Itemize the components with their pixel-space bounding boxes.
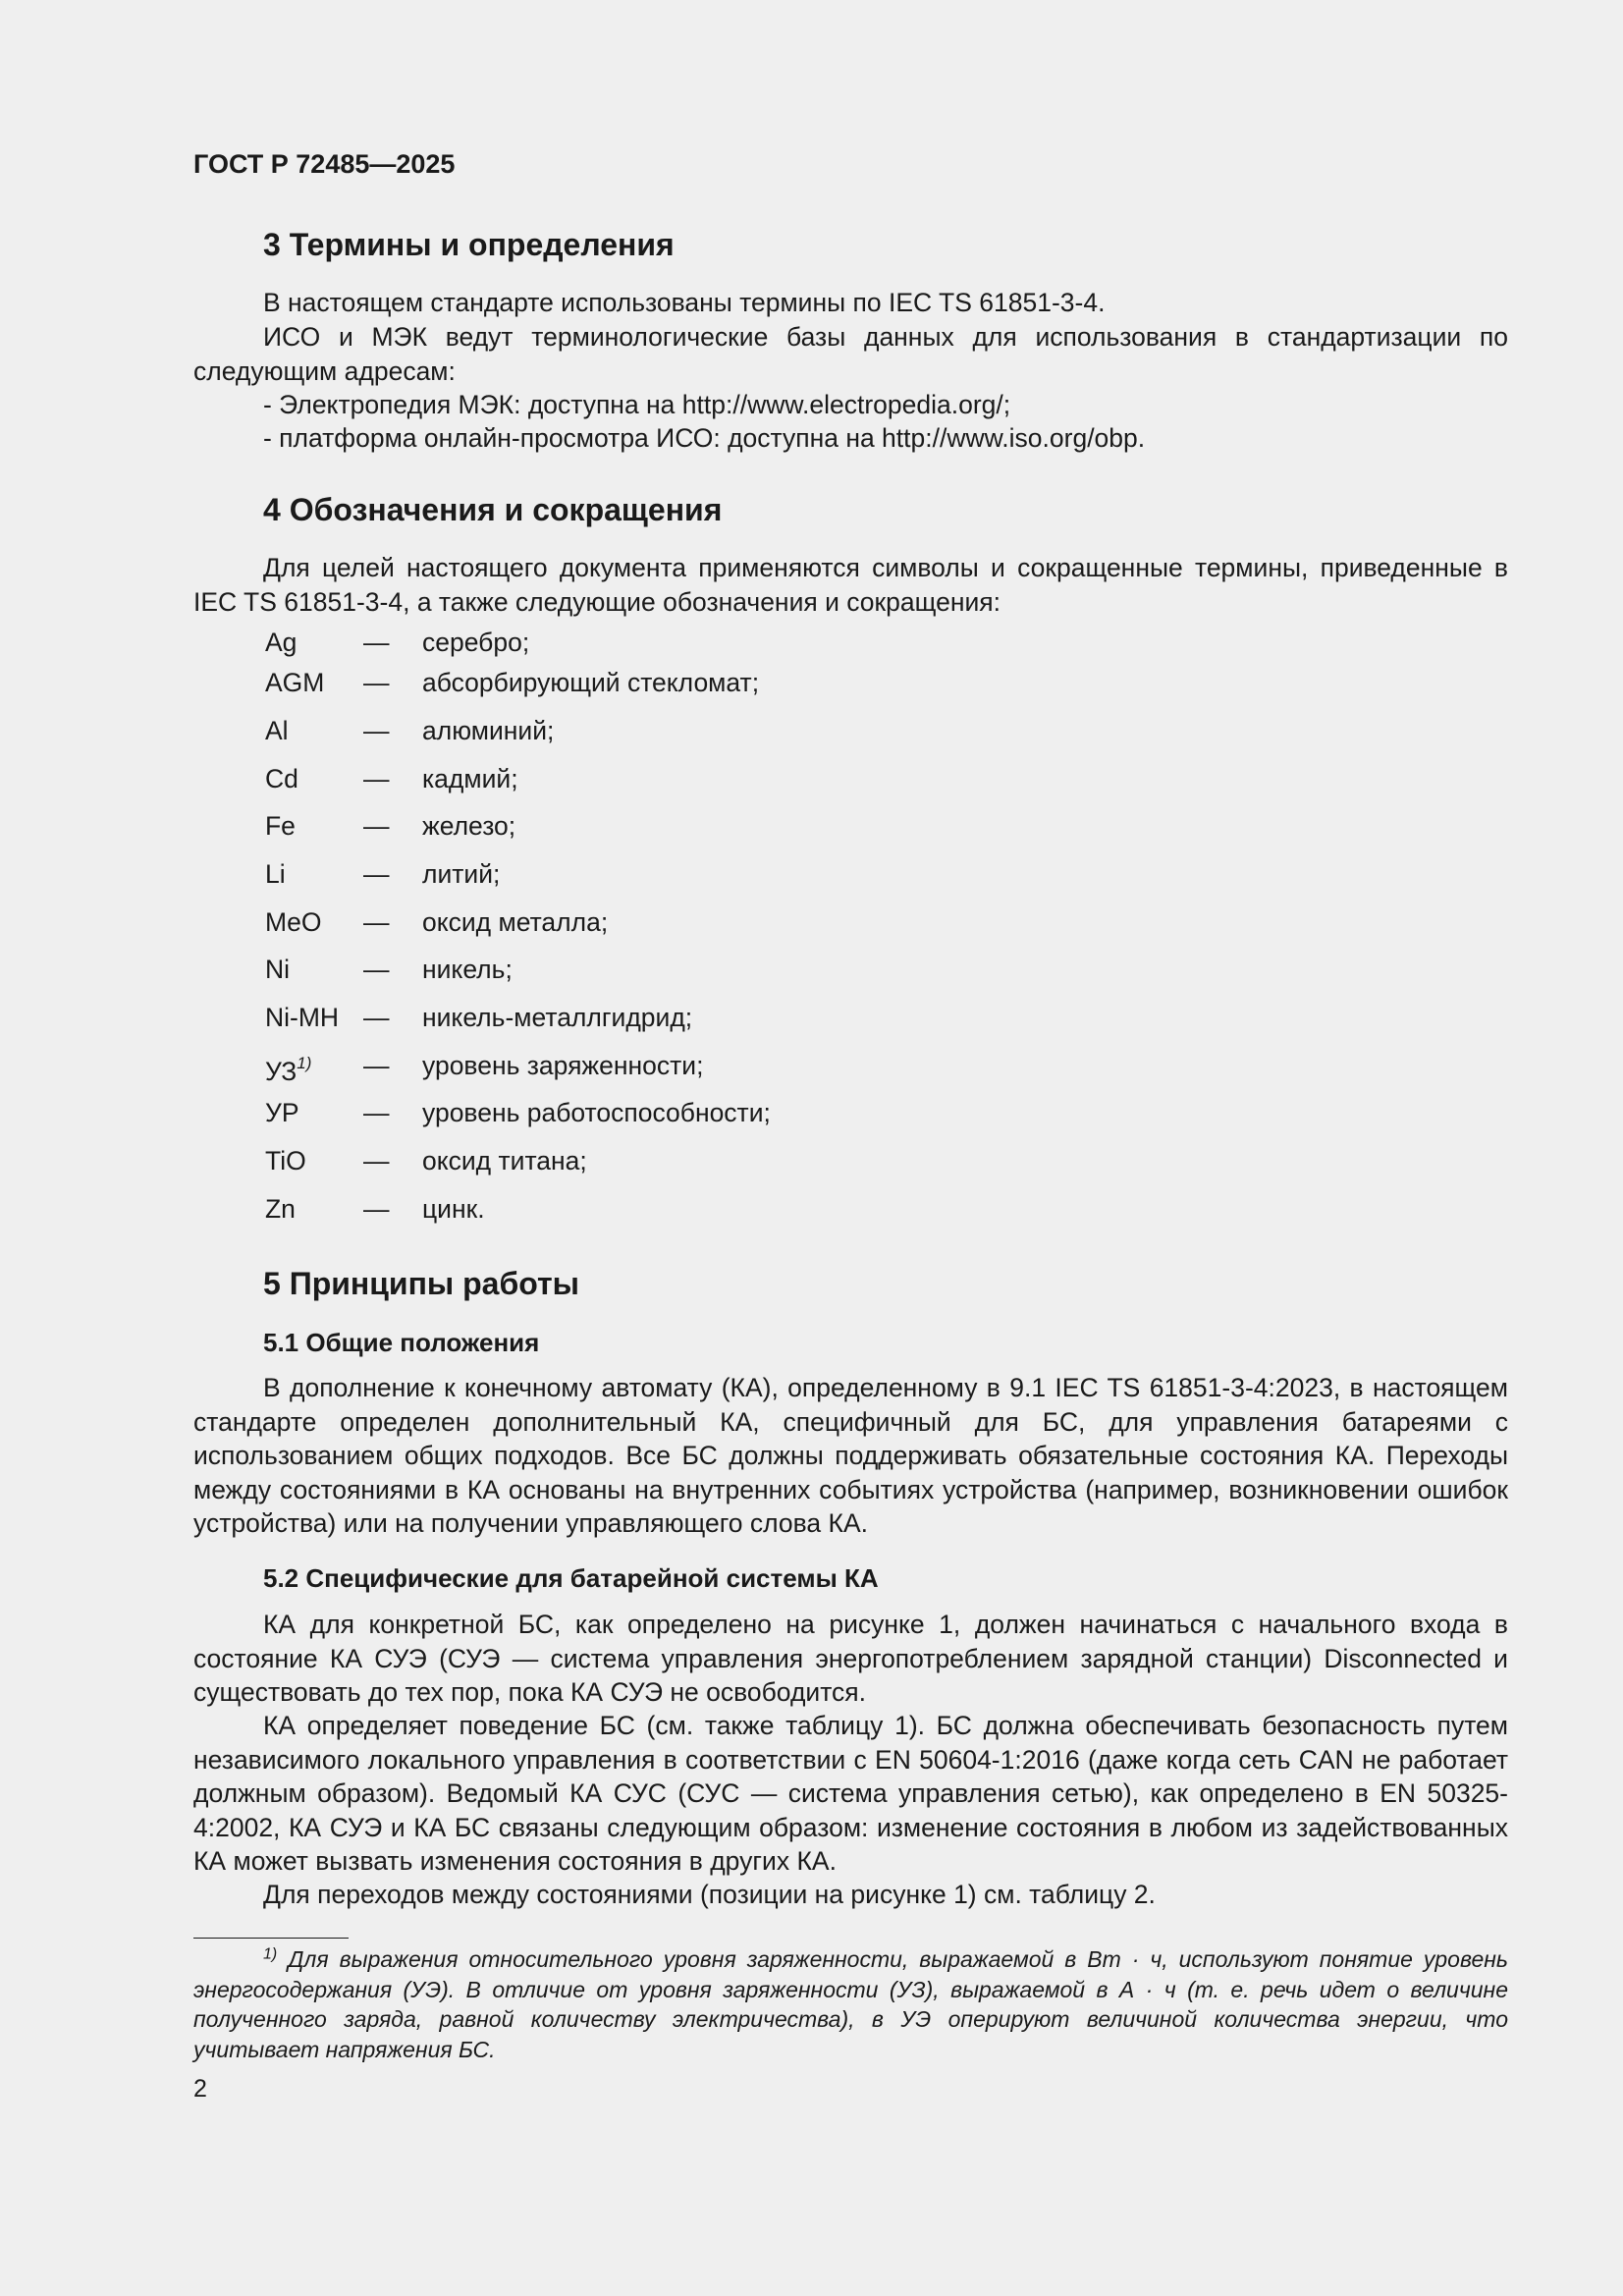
- abbreviation-dash: —: [363, 1003, 390, 1032]
- subsection-5-2-heading: 5.2 Специфические для батарейной системы КА: [263, 1563, 879, 1593]
- abbreviation-symbol: TiO: [265, 1146, 306, 1175]
- abbreviation-dash: —: [363, 1098, 390, 1127]
- abbreviation-definition: серебро;: [422, 628, 530, 657]
- section-3-paragraph-2: ИСО и МЭК ведут терминологические базы данных для использования в стандартизации по следующим адресам:: [193, 322, 1508, 386]
- abbreviation-dash: —: [363, 716, 390, 745]
- section-3-paragraph-1: В настоящем стандарте использованы термины по IEC TS 61851-3-4.: [263, 288, 1106, 317]
- abbreviation-dash: —: [363, 1146, 390, 1175]
- subsection-5-1-paragraph: В дополнение к конечному автомату (КА), определенному в 9.1 IEC TS 61851-3-4:2023, в настоящем стандарте определен дополнительный КА, специфичный для БС, для управления батареями с использованием общих подходов. Все БС должны поддерживать обязательные состояния КА. Переходы между состояниями в КА основаны на внутренних событиях устройства (например, возникновении ошибок устройства) или на получении управляющего слова КА.: [193, 1373, 1508, 1538]
- abbreviation-dash: —: [363, 1051, 390, 1080]
- subsection-5-2-paragraph-1: КА для конкретной БС, как определено на рисунке 1, должен начинаться с начального входа в состояние КА СУЭ (СУЭ — система управления энергопотреблением зарядной станции) Disconnected и существовать до тех пор, пока КА СУЭ не освободится.: [193, 1610, 1508, 1707]
- subsection-5-1-heading: 5.1 Общие положения: [263, 1328, 540, 1357]
- abbreviation-symbol: MeO: [265, 907, 322, 937]
- abbreviation-symbol: AGM: [265, 668, 325, 697]
- abbreviation-definition: абсорбирующий стекломат;: [422, 668, 760, 697]
- footnote-mark: 1): [263, 1945, 278, 1963]
- term-database-item-iso-obp: - платформа онлайн-просмотра ИСО: доступна на http://www.iso.org/obp.: [263, 423, 1146, 453]
- abbreviation-dash: —: [363, 955, 390, 984]
- subsection-5-2-paragraph-2: КА определяет поведение БС (см. также таблицу 1). БС должна обеспечивать безопасность путем независимого локального управления в соответствии с EN 50604-1:2016 (даже когда сеть CAN не работает должным образом). Ведомый КА СУС (СУС — система управления сетью), как определено в EN 50325-4:2002, КА СУЭ и КА БС связаны следующим образом: изменение состояния в любом из задействованных КА может вызвать изменения состояния в других КА.: [193, 1711, 1508, 1876]
- footnote-separator: [193, 1938, 349, 1939]
- abbreviation-symbol: УР: [265, 1098, 299, 1127]
- abbreviation-definition: цинк.: [422, 1194, 485, 1224]
- abbreviation-symbol: Al: [265, 716, 289, 745]
- abbreviation-definition: уровень работоспособности;: [422, 1098, 771, 1127]
- document-id-header: ГОСТ Р 72485—2025: [193, 149, 456, 179]
- abbreviation-symbol: Zn: [265, 1194, 296, 1224]
- footnote-text: Для выражения относительного уровня заряженности, выражаемой в Вт · ч, используют понятие уровень энергосодержания (УЭ). В отличие от уровня заряженности (УЗ), выражаемой в А · ч (т. е. речь идет о величине полученного заряда, равной количеству электричества), в УЭ оперируют величиной количества энергии, что учитывает напряжения БС.: [193, 1946, 1508, 2062]
- section-3-heading: 3 Термины и определения: [263, 227, 675, 262]
- abbreviation-dash: —: [363, 907, 390, 937]
- page-number: 2: [193, 2075, 207, 2103]
- footnote-reference-mark: 1): [297, 1054, 312, 1072]
- abbreviation-symbol: [265, 1049, 311, 1088]
- abbreviation-definition: оксид титана;: [422, 1146, 587, 1175]
- abbreviation-dash: —: [363, 628, 390, 657]
- abbreviation-symbol: Ni: [265, 955, 291, 984]
- subsection-5-2-paragraph-3: Для переходов между состояниями (позиции на рисунке 1) см. таблицу 2.: [263, 1880, 1156, 1909]
- abbreviation-definition: никель;: [422, 955, 513, 984]
- abbreviation-symbol: Ni-MH: [265, 1003, 340, 1032]
- section-4-intro: Для целей настоящего документа применяются символы и сокращенные термины, приведенные в IEC TS 61851-3-4, а также следующие обозначения и сокращения:: [193, 553, 1508, 617]
- abbreviation-definition: кадмий;: [422, 764, 518, 793]
- section-4-heading: 4 Обозначения и сокращения: [263, 492, 723, 527]
- abbreviation-definition: никель-металлгидрид;: [422, 1003, 693, 1032]
- abbreviation-symbol-text: УЗ: [265, 1056, 298, 1086]
- footnote: [193, 1944, 1508, 2064]
- abbreviation-symbol: Fe: [265, 811, 296, 841]
- abbreviation-definition: железо;: [422, 811, 516, 841]
- abbreviation-symbol: Ag: [265, 628, 298, 657]
- abbreviation-definition: литий;: [422, 859, 501, 889]
- abbreviation-symbol: Li: [265, 859, 286, 889]
- abbreviation-dash: —: [363, 859, 390, 889]
- abbreviation-dash: —: [363, 811, 390, 841]
- section-5-heading: 5 Принципы работы: [263, 1266, 579, 1301]
- abbreviation-definition: алюминий;: [422, 716, 555, 745]
- term-database-item-electropedia: - Электропедия МЭК: доступна на http://www.electropedia.org/;: [263, 390, 1011, 419]
- abbreviation-dash: —: [363, 668, 390, 697]
- abbreviation-definition: уровень заряженности;: [422, 1051, 704, 1080]
- abbreviation-symbol: Cd: [265, 764, 298, 793]
- abbreviation-dash: —: [363, 1194, 390, 1224]
- abbreviation-definition: оксид металла;: [422, 907, 609, 937]
- abbreviation-dash: —: [363, 764, 390, 793]
